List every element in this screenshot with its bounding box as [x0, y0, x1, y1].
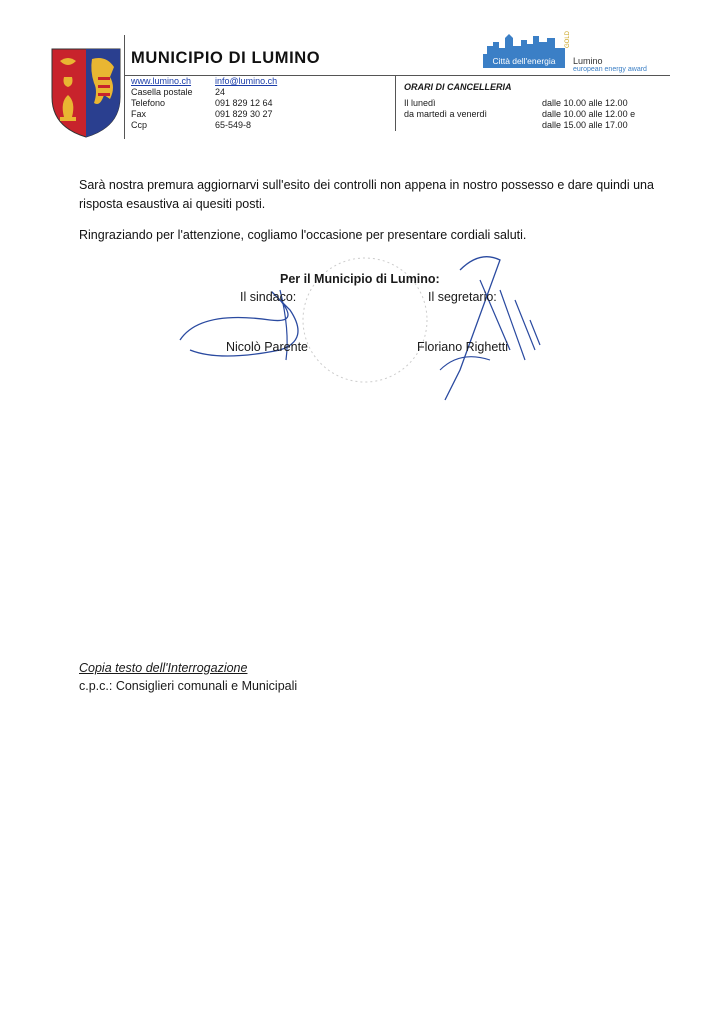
segretario-label: Il segretario: [428, 290, 497, 304]
contact-value: 091 829 30 27 [215, 109, 273, 119]
energy-place-label: Lumino [573, 56, 603, 66]
orari-day: da martedì a venerdì [404, 109, 488, 119]
contact-row [131, 120, 295, 131]
contact-value: 65-549-8 [215, 120, 252, 130]
orari-time: dalle 10.00 alle 12.00 e [542, 109, 636, 119]
energy-award-label: european energy award [573, 66, 647, 73]
contact-label: Casella postale [131, 87, 193, 97]
gold-label: GOLD [565, 30, 571, 48]
cpc-line: c.p.c.: Consiglieri comunali e Municipali [79, 679, 298, 693]
header-divider-vertical [124, 35, 125, 139]
contact-row [131, 76, 295, 87]
contact-value: 091 829 12 64 [215, 98, 273, 108]
orari-day [404, 120, 542, 131]
contact-row [131, 109, 295, 120]
contact-block [131, 76, 295, 131]
body-paragraph: Ringraziando per l'attenzione, cogliamo l'occasione per presentare cordiali saluti. [79, 228, 527, 242]
orari-row [404, 98, 644, 109]
contact-row [131, 98, 295, 109]
orari-row [404, 109, 644, 120]
contact-label: Fax [131, 109, 147, 119]
copia-reference: Copia testo dell'Interrogazione [79, 661, 248, 675]
municipality-title: MUNICIPIO DI LUMINO [131, 49, 321, 67]
orari-time: dalle 10.00 alle 12.00 [542, 98, 628, 108]
sindaco-label: Il sindaco: [240, 290, 297, 304]
orari-row [404, 120, 644, 131]
contact-value: 24 [215, 87, 226, 97]
contact-row [131, 87, 295, 98]
body-paragraph: Sarà nostra premura aggiornarvi sull'esito dei controlli non appena in nostro possesso e dare quindi una risposta esaustiva ai quesiti posti. [79, 178, 654, 211]
email-link[interactable]: info@lumino.ch [215, 76, 278, 86]
orari-block [404, 98, 644, 131]
orari-title: ORARI DI CANCELLERIA [404, 82, 512, 92]
website-link[interactable]: www.lumino.ch [131, 76, 192, 86]
contact-label: Telefono [131, 98, 166, 108]
municipal-crest-logo [50, 47, 122, 139]
segretario-name: Floriano Righetti [417, 340, 509, 354]
sindaco-name: Nicolò Parente [226, 340, 308, 354]
orari-day: Il lunedì [404, 98, 436, 108]
orari-divider [395, 76, 396, 131]
signature-heading: Per il Municipio di Lumino: [280, 272, 440, 286]
energy-city-label: Città dell'energia [483, 54, 565, 68]
contact-label: Ccp [131, 120, 148, 130]
orari-time: dalle 15.00 alle 17.00 [542, 120, 628, 130]
